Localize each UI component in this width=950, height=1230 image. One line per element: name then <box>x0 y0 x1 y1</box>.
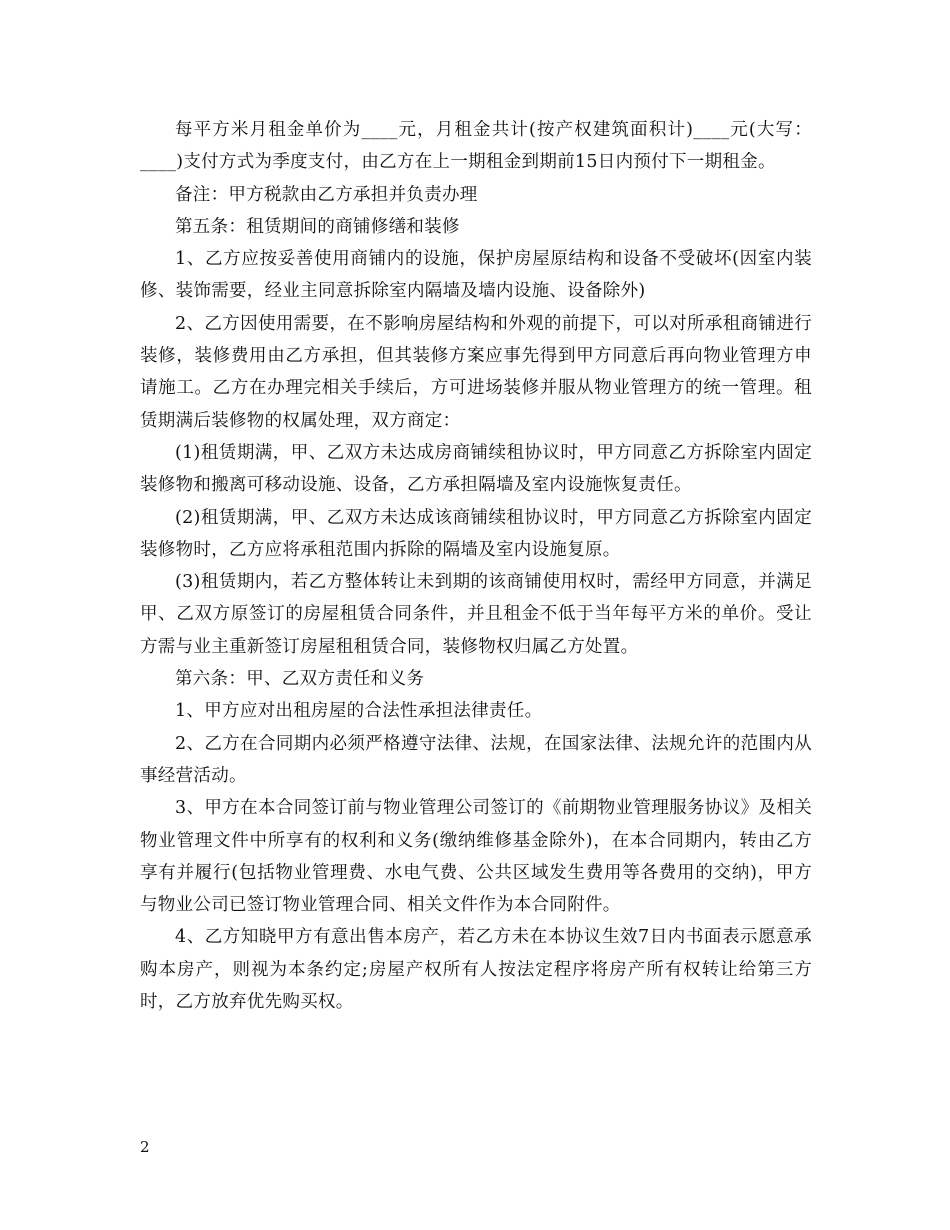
paragraph-article-6-item-2: 2、乙方在合同期内必须严格遵守法律、法规，在国家法律、法规允许的范围内从事经营活动。 <box>140 733 812 786</box>
page-number: 2 <box>140 1138 150 1156</box>
paragraph-article-6-item-1: 1、甲方应对出租房屋的合法性承担法律责任。 <box>175 701 543 722</box>
heading-article-5: 第五条：租赁期间的商铺修缮和装修 <box>175 216 460 237</box>
paragraph-rent-price: 每平方米月租金单价为____元，月租金共计(按产权建筑面积计)____元(大写：____)支付方式为季度支付，由乙方在上一期租金到期前15日内预付下一期租金。 <box>140 120 812 173</box>
paragraph-article-5-sub-1: (1)租赁期满，甲、乙双方未达成房商铺续租协议时，甲方同意乙方拆除室内固定装修物和搬离可移动设施、设备，乙方承担隔墙及室内设施恢复责任。 <box>140 442 812 496</box>
paragraph-article-5-item-1: 1、乙方应按妥善使用商铺内的设施，保护房屋原结构和设备不受破坏(因室内装修、装饰需要，经业主同意拆除室内隔墙及墙内设施、设备除外) <box>140 249 812 302</box>
paragraph-article-5-sub-3: (3)租赁期内，若乙方整体转让未到期的该商铺使用权时，需经甲方同意，并满足甲、乙双方原签订的房屋租赁合同条件，并且租金不低于当年每平方米的单价。受让方需与业主重新签订房屋租租赁合同，装修物权归属乙方处置。 <box>140 572 812 657</box>
paragraph-article-5-sub-2: (2)租赁期满，甲、乙双方未达成该商铺续租协议时，甲方同意乙方拆除室内固定装修物时，乙方应将承租范围内拆除的隔墙及室内设施复原。 <box>140 507 812 560</box>
heading-article-6: 第六条：甲、乙双方责任和义务 <box>175 669 425 690</box>
paragraph-article-6-item-3: 3、甲方在本合同签订前与物业管理公司签订的《前期物业管理服务协议》及相关物业管理文件中所享有的权利和义务(缴纳维修基金除外)，在本合同期内，转由乙方享有并履行(包括物业管理费、水电气费、公共区域发生费用等各费用的交纳)，甲方与物业公司已签订物业管理合同、相关文件作为本合同附件。 <box>140 798 812 916</box>
paragraph-remark: 备注：甲方税款由乙方承担并负责办理 <box>175 184 478 205</box>
paragraph-article-5-item-2: 2、乙方因使用需要，在不影响房屋结构和外观的前提下，可以对所承租商铺进行装修，装修费用由乙方承担，但其装修方案应事先得到甲方同意后再向物业管理方申请施工。乙方在办理完相关手续后，方可进场装修并服从物业管理方的统一管理。租赁期满后装修物的权属处理，双方商定： <box>140 313 812 431</box>
paragraph-article-6-item-4: 4、乙方知晓甲方有意出售本房产，若乙方未在本协议生效7日内书面表示愿意承购本房产，则视为本条约定;房屋产权所有人按法定程序将房产所有权转让给第三方时，乙方放弃优先购买权。 <box>140 927 812 1013</box>
document-body <box>140 114 812 1018</box>
